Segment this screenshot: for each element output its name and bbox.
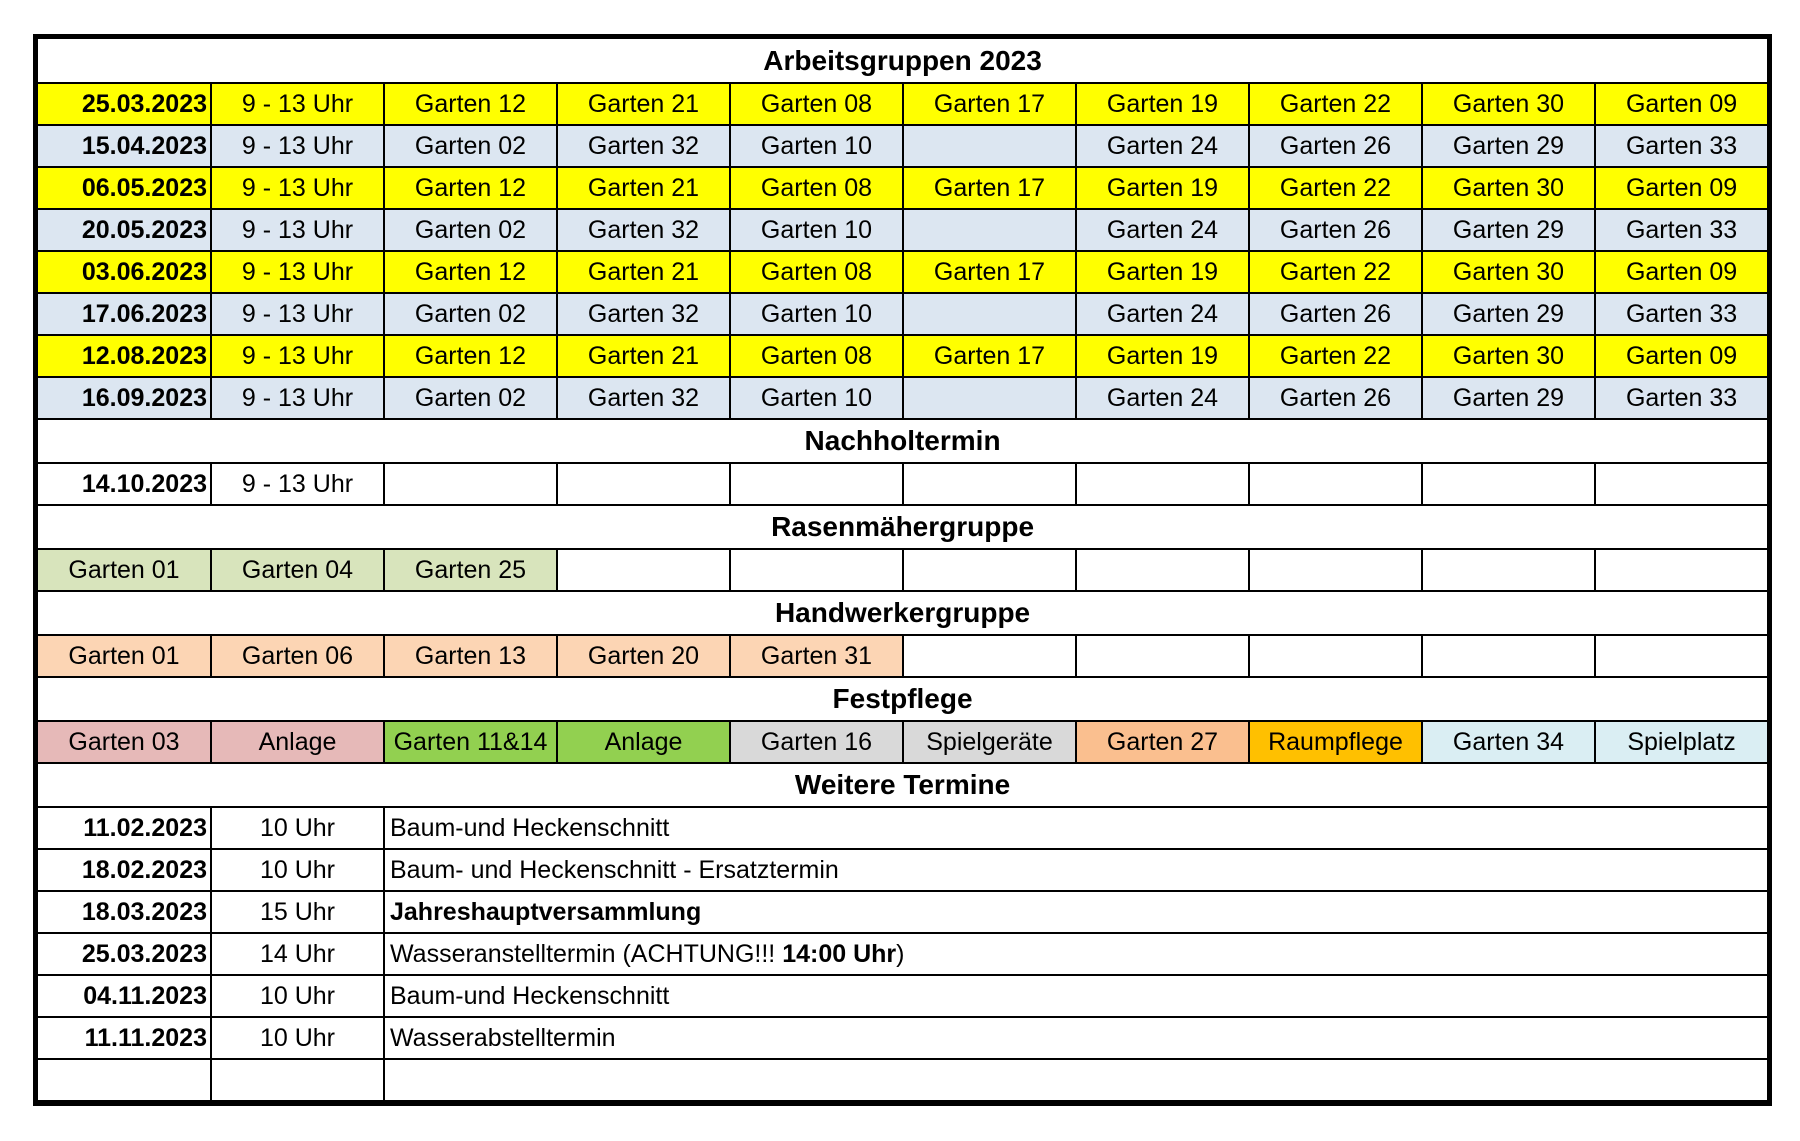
garden-cell: Garten 19: [1076, 83, 1249, 125]
garden-cell: Garten 21: [557, 83, 730, 125]
empty-cell: [211, 1059, 384, 1101]
garden-cell: Garten 02: [384, 209, 557, 251]
garden-cell: Garten 01: [38, 549, 211, 591]
event-description: Wasserabstelltermin: [384, 1017, 1767, 1059]
garden-cell: [903, 293, 1076, 335]
garden-cell: Garten 10: [730, 209, 903, 251]
empty-cell: [1595, 549, 1767, 591]
festpflege-cell: Spielgeräte: [903, 721, 1076, 763]
garden-cell: Garten 26: [1249, 293, 1422, 335]
empty-cell: [1422, 635, 1595, 677]
section-title-nachholtermin: Nachholtermin: [38, 419, 1767, 463]
garden-cell: Garten 19: [1076, 335, 1249, 377]
table-row: [38, 125, 1767, 167]
time-cell: 9 - 13 Uhr: [211, 293, 384, 335]
empty-cell: [903, 463, 1076, 505]
festpflege-cell: Anlage: [211, 721, 384, 763]
festpflege-cell: Garten 16: [730, 721, 903, 763]
time-cell: 9 - 13 Uhr: [211, 209, 384, 251]
empty-cell: [1076, 635, 1249, 677]
date-cell: 14.10.2023: [38, 463, 211, 505]
event-description: Jahreshauptversammlung: [384, 891, 1767, 933]
table-row: [38, 377, 1767, 419]
garden-cell: Garten 24: [1076, 293, 1249, 335]
garden-cell: Garten 08: [730, 83, 903, 125]
empty-cell: [903, 635, 1076, 677]
garden-cell: Garten 02: [384, 293, 557, 335]
date-cell: 25.03.2023: [38, 83, 211, 125]
garden-cell: Garten 06: [211, 635, 384, 677]
festpflege-cell: Garten 11&14: [384, 721, 557, 763]
garden-cell: Garten 09: [1595, 83, 1767, 125]
time-cell: 14 Uhr: [211, 933, 384, 975]
empty-cell: [1249, 635, 1422, 677]
event-description-text: Wasseranstelltermin (ACHTUNG!!!: [390, 939, 783, 968]
table-row: [38, 635, 1767, 677]
garden-cell: [903, 125, 1076, 167]
garden-cell: Garten 12: [384, 335, 557, 377]
garden-cell: Garten 10: [730, 377, 903, 419]
table-row: [38, 549, 1767, 591]
date-cell: 12.08.2023: [38, 335, 211, 377]
festpflege-cell: Garten 27: [1076, 721, 1249, 763]
time-cell: 10 Uhr: [211, 807, 384, 849]
garden-cell: Garten 20: [557, 635, 730, 677]
section-title-handwerkergruppe: Handwerkergruppe: [38, 591, 1767, 635]
garden-cell: Garten 26: [1249, 125, 1422, 167]
garden-cell: Garten 19: [1076, 167, 1249, 209]
table-row: [38, 891, 1767, 933]
table-row: [38, 849, 1767, 891]
garden-cell: [903, 209, 1076, 251]
empty-cell: [730, 549, 903, 591]
garden-cell: Garten 33: [1595, 293, 1767, 335]
garden-cell: Garten 30: [1422, 251, 1595, 293]
garden-cell: Garten 17: [903, 167, 1076, 209]
garden-cell: Garten 22: [1249, 251, 1422, 293]
date-cell: 25.03.2023: [38, 933, 211, 975]
garden-cell: Garten 08: [730, 251, 903, 293]
garden-cell: Garten 32: [557, 377, 730, 419]
date-cell: 16.09.2023: [38, 377, 211, 419]
festpflege-cell: Garten 03: [38, 721, 211, 763]
table-row: [38, 807, 1767, 849]
garden-cell: Garten 33: [1595, 125, 1767, 167]
garden-cell: Garten 22: [1249, 83, 1422, 125]
garden-cell: Garten 32: [557, 125, 730, 167]
section-title-rasenmaehergruppe: Rasenmähergruppe: [38, 505, 1767, 549]
garden-cell: Garten 01: [38, 635, 211, 677]
garden-cell: Garten 02: [384, 125, 557, 167]
empty-cell: [1249, 549, 1422, 591]
time-cell: 9 - 13 Uhr: [211, 167, 384, 209]
time-cell: 10 Uhr: [211, 975, 384, 1017]
garden-cell: Garten 12: [384, 167, 557, 209]
empty-cell: [903, 549, 1076, 591]
time-cell: 10 Uhr: [211, 1017, 384, 1059]
empty-cell: [730, 463, 903, 505]
event-description: Baum-und Heckenschnitt: [384, 807, 1767, 849]
garden-cell: Garten 33: [1595, 209, 1767, 251]
time-cell: 9 - 13 Uhr: [211, 251, 384, 293]
date-cell: 11.11.2023: [38, 1017, 211, 1059]
garden-cell: Garten 19: [1076, 251, 1249, 293]
garden-cell: Garten 08: [730, 167, 903, 209]
garden-cell: Garten 09: [1595, 167, 1767, 209]
garden-cell: Garten 02: [384, 377, 557, 419]
garden-cell: Garten 21: [557, 335, 730, 377]
garden-cell: Garten 08: [730, 335, 903, 377]
empty-cell: [557, 463, 730, 505]
empty-cell: [1422, 463, 1595, 505]
garden-cell: Garten 13: [384, 635, 557, 677]
date-cell: 15.04.2023: [38, 125, 211, 167]
garden-cell: Garten 09: [1595, 335, 1767, 377]
garden-cell: [903, 377, 1076, 419]
garden-cell: Garten 22: [1249, 335, 1422, 377]
empty-cell: [1422, 549, 1595, 591]
empty-cell: [38, 1059, 211, 1101]
schedule-table: [38, 39, 1767, 1102]
time-cell: 10 Uhr: [211, 849, 384, 891]
garden-cell: Garten 24: [1076, 377, 1249, 419]
garden-cell: Garten 21: [557, 251, 730, 293]
festpflege-cell: Anlage: [557, 721, 730, 763]
table-row: [38, 335, 1767, 377]
event-description: Baum- und Heckenschnitt - Ersatztermin: [384, 849, 1767, 891]
table-row: [38, 167, 1767, 209]
garden-cell: Garten 32: [557, 209, 730, 251]
garden-cell: Garten 10: [730, 125, 903, 167]
empty-cell: [1076, 463, 1249, 505]
garden-cell: Garten 33: [1595, 377, 1767, 419]
date-cell: 20.05.2023: [38, 209, 211, 251]
garden-cell: Garten 17: [903, 251, 1076, 293]
garden-cell: Garten 26: [1249, 377, 1422, 419]
event-description: Baum-und Heckenschnitt: [384, 975, 1767, 1017]
table-row: [38, 721, 1767, 763]
empty-cell: [1595, 635, 1767, 677]
garden-cell: Garten 30: [1422, 167, 1595, 209]
table-row: [38, 251, 1767, 293]
time-cell: 9 - 13 Uhr: [211, 463, 384, 505]
empty-cell: [1595, 463, 1767, 505]
empty-cell: [384, 1059, 1767, 1101]
time-cell: 15 Uhr: [211, 891, 384, 933]
garden-cell: Garten 21: [557, 167, 730, 209]
time-cell: 9 - 13 Uhr: [211, 335, 384, 377]
garden-cell: Garten 32: [557, 293, 730, 335]
time-cell: 9 - 13 Uhr: [211, 83, 384, 125]
garden-cell: Garten 30: [1422, 83, 1595, 125]
date-cell: 04.11.2023: [38, 975, 211, 1017]
table-row: [38, 463, 1767, 505]
section-title-festpflege: Festpflege: [38, 677, 1767, 721]
garden-cell: Garten 10: [730, 293, 903, 335]
section-title-arbeitsgruppen: Arbeitsgruppen 2023: [38, 39, 1767, 83]
garden-cell: Garten 17: [903, 83, 1076, 125]
garden-cell: Garten 29: [1422, 125, 1595, 167]
date-cell: 17.06.2023: [38, 293, 211, 335]
schedule-sheet: [33, 34, 1772, 1106]
garden-cell: Garten 24: [1076, 125, 1249, 167]
empty-cell: [557, 549, 730, 591]
garden-cell: Garten 12: [384, 83, 557, 125]
time-cell: 9 - 13 Uhr: [211, 377, 384, 419]
table-row-empty: [38, 1059, 1767, 1101]
garden-cell: Garten 30: [1422, 335, 1595, 377]
garden-cell: Garten 24: [1076, 209, 1249, 251]
table-row: [38, 209, 1767, 251]
event-description-bold: 14:00 Uhr: [782, 939, 897, 968]
festpflege-cell: Spielplatz: [1595, 721, 1767, 763]
garden-cell: Garten 17: [903, 335, 1076, 377]
table-row: [38, 933, 1767, 975]
section-title-weitere-termine: Weitere Termine: [38, 763, 1767, 807]
table-row: [38, 975, 1767, 1017]
empty-cell: [1249, 463, 1422, 505]
garden-cell: Garten 04: [211, 549, 384, 591]
garden-cell: Garten 25: [384, 549, 557, 591]
empty-cell: [1076, 549, 1249, 591]
garden-cell: Garten 29: [1422, 209, 1595, 251]
garden-cell: Garten 29: [1422, 377, 1595, 419]
garden-cell: Garten 26: [1249, 209, 1422, 251]
table-row: [38, 293, 1767, 335]
date-cell: 03.06.2023: [38, 251, 211, 293]
garden-cell: Garten 29: [1422, 293, 1595, 335]
date-cell: 18.02.2023: [38, 849, 211, 891]
table-row: [38, 83, 1767, 125]
festpflege-cell: Garten 34: [1422, 721, 1595, 763]
empty-cell: [384, 463, 557, 505]
garden-cell: Garten 12: [384, 251, 557, 293]
event-description-end: ): [896, 939, 905, 968]
event-description: [384, 933, 1767, 975]
date-cell: 06.05.2023: [38, 167, 211, 209]
date-cell: 18.03.2023: [38, 891, 211, 933]
table-row: [38, 1017, 1767, 1059]
garden-cell: Garten 09: [1595, 251, 1767, 293]
garden-cell: Garten 22: [1249, 167, 1422, 209]
date-cell: 11.02.2023: [38, 807, 211, 849]
garden-cell: Garten 31: [730, 635, 903, 677]
festpflege-cell: Raumpflege: [1249, 721, 1422, 763]
time-cell: 9 - 13 Uhr: [211, 125, 384, 167]
